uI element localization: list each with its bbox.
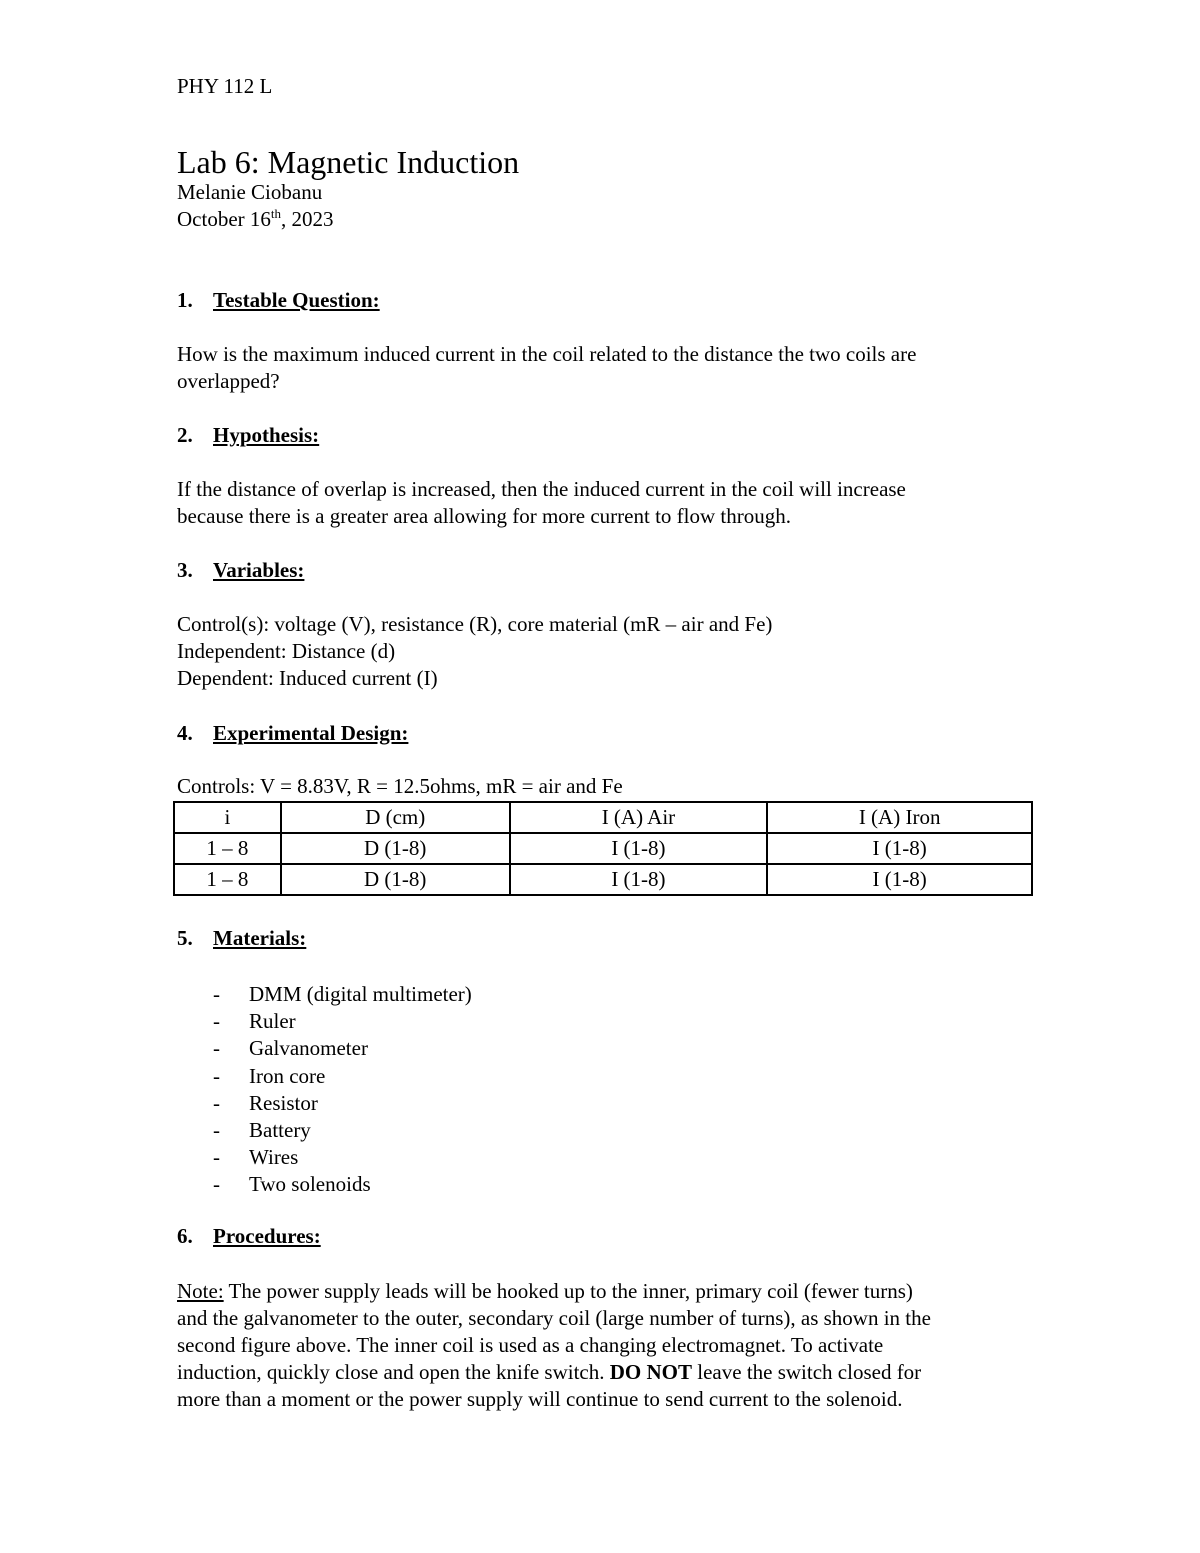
section-number: 3.: [177, 558, 193, 582]
paragraph-line: [177, 1359, 1037, 1386]
bullet-dash: -: [213, 1009, 220, 1034]
table-cell: D (1-8): [281, 864, 510, 895]
date-superscript: th: [270, 206, 282, 221]
section-heading-materials: [177, 925, 306, 952]
experimental-design-table: [173, 801, 1033, 896]
material-name: Galvanometer: [249, 1036, 368, 1061]
independent-variable-line: Independent: Distance (d): [177, 639, 396, 663]
section-heading-hypothesis: [177, 422, 319, 449]
table-row: [174, 864, 1032, 895]
procedure-text: leave the switch closed for: [692, 1360, 922, 1384]
hypothesis-text: [177, 476, 1037, 530]
table-header-row: [174, 802, 1032, 833]
paragraph-line: [177, 1278, 1037, 1305]
bullet-dash: -: [213, 1145, 220, 1170]
list-item: [177, 1144, 472, 1171]
paragraph-line: and the galvanometer to the outer, secondary coil (large number of turns), as shown in the: [177, 1306, 931, 1330]
table-header-cell: I (A) Air: [510, 802, 768, 833]
document-date: [177, 206, 334, 233]
author-name: Melanie Ciobanu: [177, 180, 323, 204]
table-cell: I (1-8): [767, 864, 1032, 895]
testable-question-text: [177, 341, 1037, 395]
note-label: Note:: [177, 1279, 224, 1303]
list-item: [177, 1063, 472, 1090]
section-title: Hypothesis:: [213, 423, 320, 447]
procedures-text: [177, 1278, 1037, 1413]
section-heading-experimental-design: [177, 720, 408, 747]
table-cell: I (1-8): [510, 864, 768, 895]
bullet-dash: -: [213, 1172, 220, 1197]
section-title: Experimental Design:: [213, 721, 409, 745]
table-header-cell: I (A) Iron: [767, 802, 1032, 833]
date-suffix: , 2023: [281, 207, 334, 231]
list-item: [177, 1008, 472, 1035]
procedure-text: induction, quickly close and open the knife switch.: [177, 1360, 610, 1384]
material-name: Two solenoids: [249, 1172, 371, 1197]
bullet-dash: -: [213, 1063, 220, 1088]
bullet-dash: -: [213, 982, 220, 1006]
table-cell: 1 – 8: [174, 864, 281, 895]
section-number: 6.: [177, 1224, 193, 1248]
controls-line: Controls: V = 8.83V, R = 12.5ohms, mR = air and Fe: [177, 774, 623, 798]
bullet-dash: -: [213, 1036, 220, 1061]
paragraph-line: second figure above. The inner coil is used as a changing electromagnet. To activate: [177, 1333, 884, 1357]
table-row: [174, 833, 1032, 864]
table-cell: I (1-8): [767, 833, 1032, 864]
list-item: [177, 981, 472, 1008]
section-title: Testable Question:: [213, 288, 380, 312]
bullet-dash: -: [213, 1090, 220, 1115]
section-title: Procedures:: [213, 1224, 321, 1248]
material-name: Resistor: [249, 1090, 318, 1115]
table-header-cell: i: [174, 802, 281, 833]
materials-list: [177, 981, 472, 1199]
dependent-variable-line: Dependent: Induced current (I): [177, 666, 438, 690]
warning-text: DO NOT: [609, 1360, 693, 1384]
section-number: 1.: [177, 288, 193, 312]
bullet-dash: -: [213, 1118, 220, 1143]
section-heading-testable-question: [177, 287, 380, 314]
material-name: DMM (digital multimeter): [249, 982, 472, 1006]
paragraph-line: If the distance of overlap is increased, then the induced current in the coil will increase: [177, 477, 906, 501]
material-name: Iron core: [249, 1063, 326, 1088]
table-header-cell: D (cm): [281, 802, 510, 833]
material-name: Wires: [249, 1145, 299, 1170]
list-item: [177, 1090, 472, 1117]
material-name: Battery: [249, 1118, 311, 1143]
section-number: 5.: [177, 926, 193, 950]
section-title: Materials:: [213, 926, 307, 950]
section-number: 2.: [177, 423, 193, 447]
material-name: Ruler: [249, 1009, 296, 1034]
paragraph-line: because there is a greater area allowing for more current to flow through.: [177, 504, 791, 528]
document-title: Lab 6: Magnetic Induction: [177, 144, 520, 180]
list-item: [177, 1035, 472, 1062]
control-variables-line: Control(s): voltage (V), resistance (R), core material (mR – air and Fe): [177, 612, 773, 636]
course-header: PHY 112 L: [177, 74, 273, 98]
variables-text: [177, 611, 1037, 692]
paragraph-line: overlapped?: [177, 369, 280, 393]
table-cell: I (1-8): [510, 833, 768, 864]
paragraph-line: more than a moment or the power supply will continue to send current to the solenoid.: [177, 1387, 903, 1411]
date-prefix: October 16: [177, 207, 271, 231]
table-cell: D (1-8): [281, 833, 510, 864]
list-item: [177, 1171, 472, 1198]
section-heading-procedures: [177, 1223, 321, 1250]
section-heading-variables: [177, 557, 304, 584]
list-item: [177, 1117, 472, 1144]
table-cell: 1 – 8: [174, 833, 281, 864]
note-text: The power supply leads will be hooked up to the inner, primary coil (fewer turns): [223, 1279, 913, 1303]
section-number: 4.: [177, 721, 193, 745]
section-title: Variables:: [213, 558, 305, 582]
paragraph-line: How is the maximum induced current in the coil related to the distance the two coils are: [177, 342, 917, 366]
